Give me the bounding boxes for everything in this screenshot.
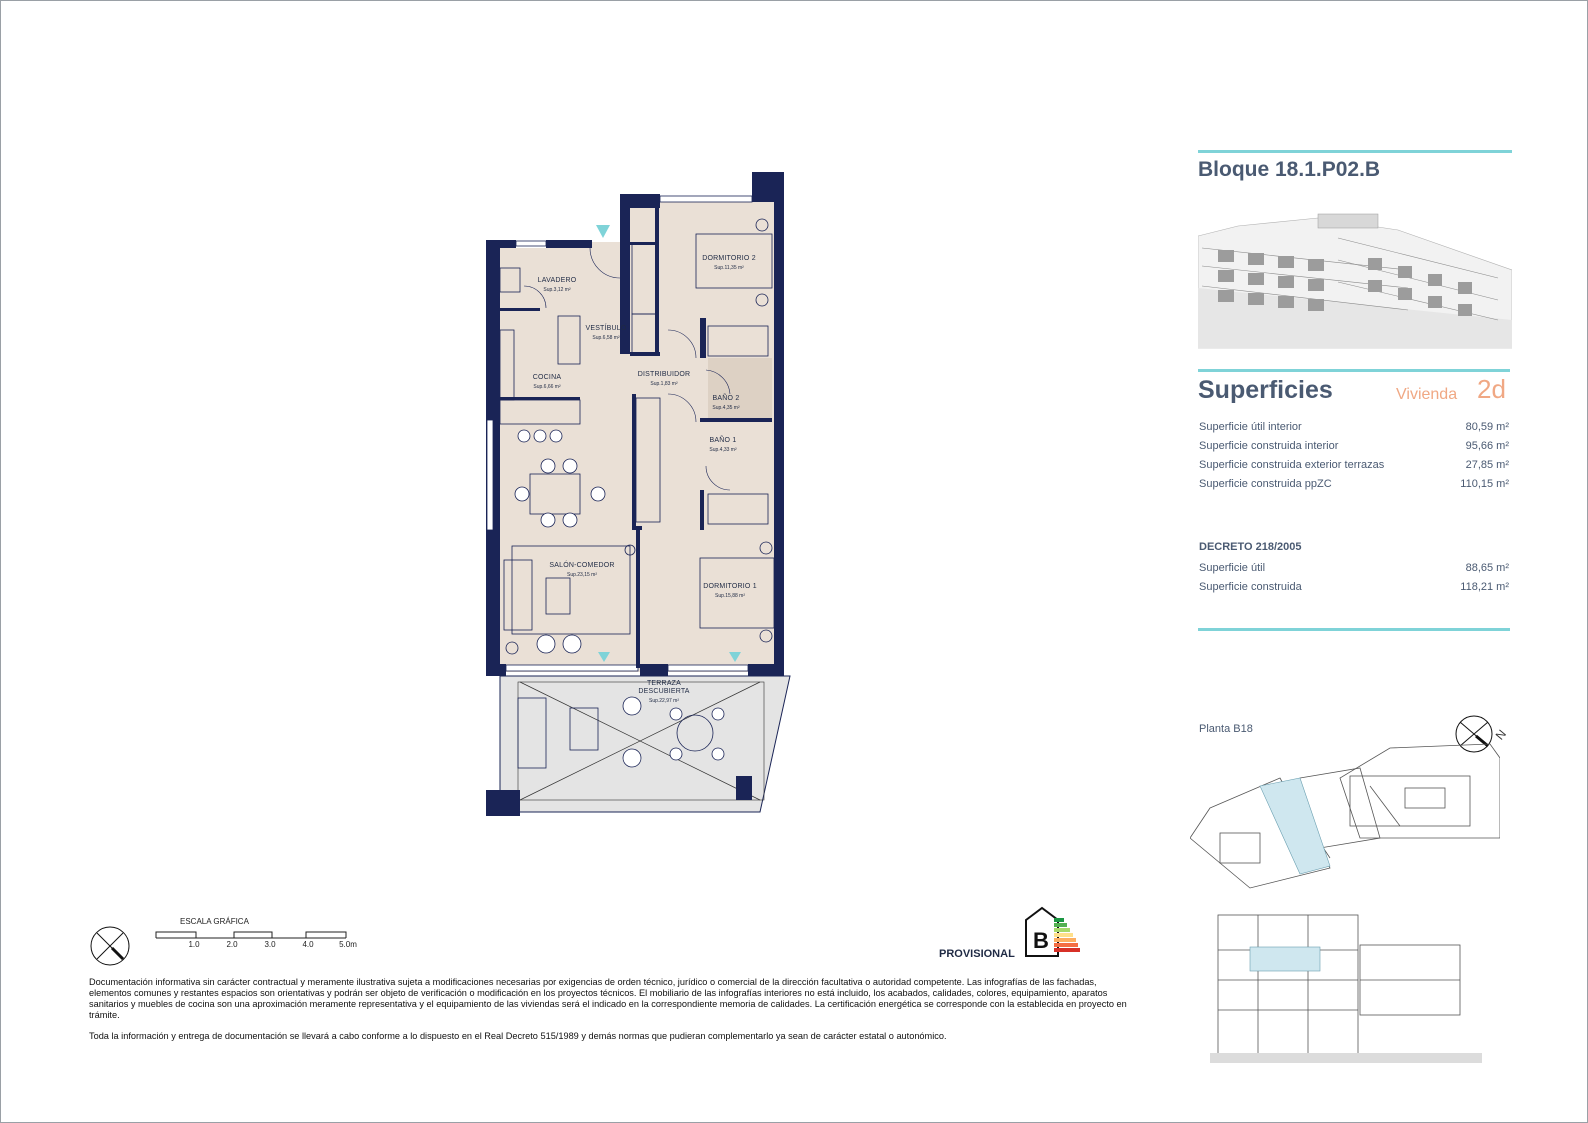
- room-terraza-name: TERRAZA: [646, 680, 682, 687]
- decreto-value: 118,21 m²: [1460, 581, 1509, 593]
- room-salon-comedor-area: Sup.23,15 m²: [566, 572, 598, 578]
- room-lavadero-area: Sup.3,12 m²: [543, 287, 571, 293]
- room-lavadero-name: LAVADERO: [537, 277, 577, 284]
- room-vestibulo-area: Sup.6,58 m²: [592, 335, 620, 341]
- superficie-row: [1199, 459, 1509, 471]
- decreto-value: 88,65 m²: [1465, 562, 1509, 574]
- scale-bar: [152, 928, 352, 940]
- site-plan: [1190, 738, 1500, 898]
- decreto-row: [1199, 562, 1509, 574]
- floor-plan-drawing: [460, 160, 820, 840]
- decreto-row: [1199, 581, 1509, 593]
- superficies-title: Superficies: [1198, 376, 1333, 404]
- disclaimer-paragraph: Documentación informativa sin carácter contractual y meramente ilustrativa sujeta a modificaciones necesarias por exigencias de orden técnico, jurídico o comercial de la dirección facultativa o autoridad competente. Las infografías de las fachadas, elementos comunes y restantes espacios son orientativas y podrán ser objeto de verificación o modificación en los proyectos técnicos. El mobiliario de las infografías interiores no está incluido, los acabados, calidades, colores, equipamiento, aparatos sanitarios y muebles de cocina son una aproximación meramente representativa y el equipamiento de las viviendas será el indicado en la correspondiente memoria de calidades. La certificación energética se corresponde con la establecida en proyecto en trámite.: [89, 977, 1127, 1020]
- superficie-label: Superficie construida ppZC: [1199, 478, 1332, 490]
- floor-plan: [460, 160, 820, 840]
- superficie-row: [1199, 421, 1509, 433]
- scale-mark: 1.0: [188, 940, 200, 949]
- room-salon-comedor-name: SALÓN-COMEDOR: [549, 562, 615, 569]
- room-dormitorio-1-area: Sup.15,88 m²: [714, 593, 746, 599]
- room-bano-2-area: Sup.4,35 m²: [712, 405, 740, 411]
- decreto-label: Superficie útil: [1199, 562, 1266, 574]
- energy-rating-icon: [1024, 906, 1080, 958]
- building-render: [1198, 208, 1512, 350]
- compass-letter: N: [1492, 726, 1509, 743]
- superficie-row: [1199, 440, 1509, 452]
- scale-mark: 2.0: [226, 940, 238, 949]
- accent-line-mid: [1198, 369, 1510, 372]
- energy-rating-letter: B: [1033, 928, 1049, 953]
- disclaimer-paragraph: Toda la información y entrega de documentación se llevará a cabo conforme a lo dispuesto en el Real Decreto 515/1989 y demás normas que pudieran complementarlo ya sean de carácter estatal o autonómico.: [89, 1031, 947, 1041]
- room-terraza-name2: DESCUBIERTA: [638, 688, 690, 695]
- compass-bottom-icon: [88, 924, 134, 970]
- scale-mark: 4.0: [302, 940, 314, 949]
- room-bano-1-name: BAÑO 1: [709, 437, 737, 444]
- room-cocina-name: COCINA: [532, 374, 562, 381]
- superficie-value: 27,85 m²: [1465, 459, 1509, 471]
- room-distribuidor-name: DISTRIBUIDOR: [637, 371, 691, 378]
- room-dormitorio-2-area: Sup.11,35 m²: [714, 265, 744, 271]
- room-bano-1-area: Sup.4,33 m²: [709, 447, 737, 453]
- decreto-title: DECRETO 218/2005: [1199, 541, 1302, 553]
- superficie-value: 110,15 m²: [1460, 478, 1509, 490]
- room-dormitorio-2-name: DORMITORIO 2: [702, 255, 756, 262]
- superficie-value: 95,66 m²: [1465, 440, 1509, 452]
- room-bano-2-name: BAÑO 2: [712, 395, 740, 402]
- superficie-label: Superficie construida interior: [1199, 440, 1339, 452]
- scale-mark: 5.0m: [339, 940, 357, 949]
- room-dormitorio-1-name: DORMITORIO 1: [703, 583, 757, 590]
- superficie-row: [1199, 478, 1509, 490]
- block-title: Bloque 18.1.P02.B: [1198, 158, 1381, 181]
- superficie-label: Superficie útil interior: [1199, 421, 1302, 433]
- room-terraza-area: Sup.22,97 m²: [648, 698, 680, 704]
- vivienda-code: 2d: [1477, 374, 1506, 404]
- planta-label: Planta B18: [1199, 723, 1253, 735]
- section-drawing: [1210, 905, 1482, 1065]
- room-distribuidor-area: Sup.1,83 m²: [650, 381, 678, 387]
- decreto-label: Superficie construida: [1199, 581, 1302, 593]
- scale-mark: 3.0: [264, 940, 276, 949]
- provisional-label: PROVISIONAL: [939, 948, 1015, 960]
- accent-line-bottom: [1198, 628, 1510, 631]
- vivienda-label: Vivienda: [1396, 386, 1458, 403]
- room-vestibulo-name: VESTÍBULO: [585, 325, 627, 332]
- room-cocina-area: Sup.6,66 m²: [533, 384, 561, 390]
- superficie-value: 80,59 m²: [1465, 421, 1509, 433]
- scale-title: ESCALA GRÁFICA: [180, 917, 249, 926]
- accent-line-top: [1198, 150, 1512, 153]
- superficie-label: Superficie construida exterior terrazas: [1199, 459, 1385, 471]
